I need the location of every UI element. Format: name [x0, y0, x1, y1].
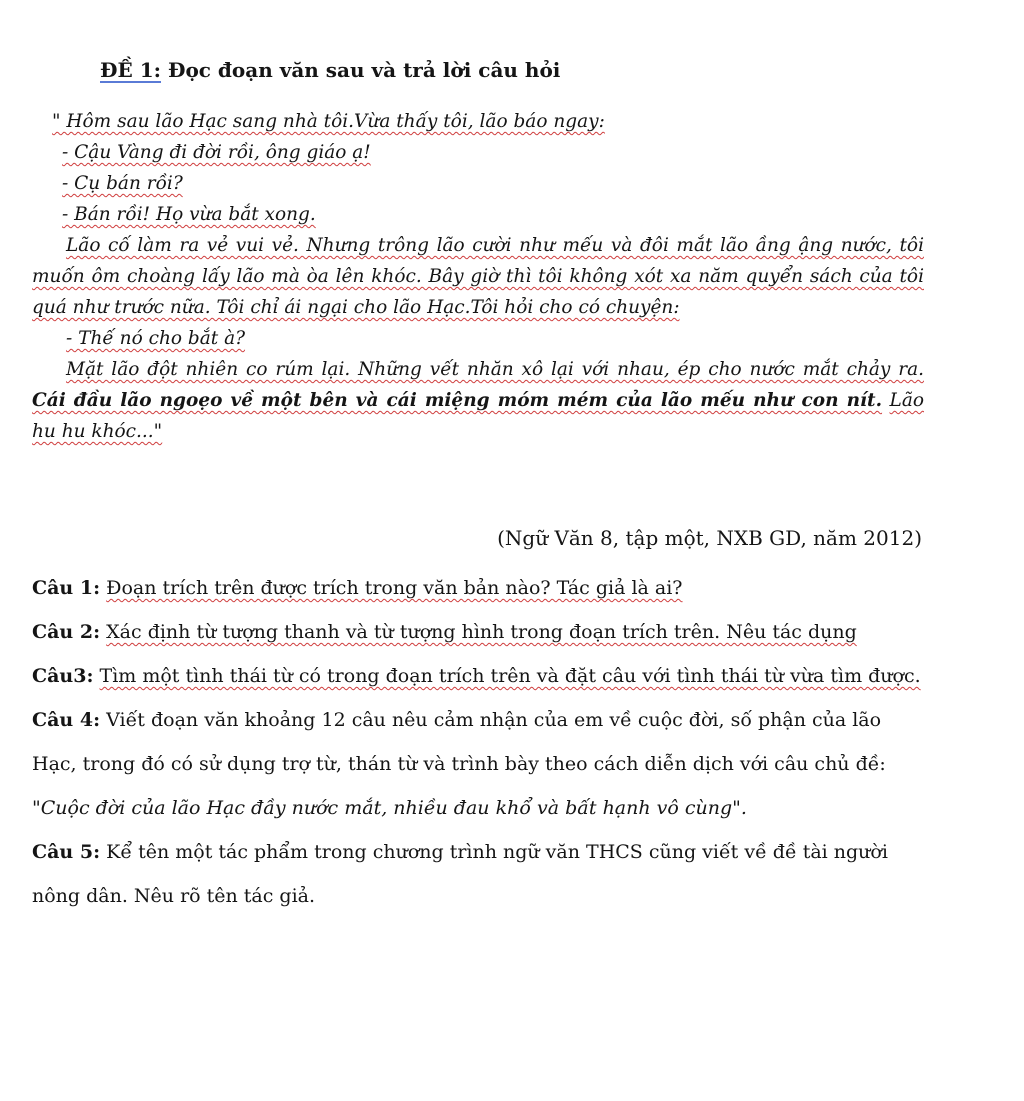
passage-paragraph-2-start: Mặt lão đột nhiên co rúm lại. Những vết nhăn xô lại với nhau, ép cho nước mắt chảy ra.: [66, 359, 924, 380]
question-5-label: Câu 5:: [32, 841, 101, 863]
question-4-label: Câu 4:: [32, 709, 101, 731]
reading-passage: [32, 106, 924, 447]
passage-highlight: Cái đầu lão ngoẹo về một bên và cái miệng móm mém của lão mếu như con nít.: [32, 390, 883, 411]
question-3-label: Câu3:: [32, 665, 94, 687]
passage-line-5: - Thế nó cho bắt à?: [66, 328, 246, 349]
question-1-label: Câu 1:: [32, 577, 101, 599]
question-list: [32, 566, 924, 918]
question-3: [32, 654, 924, 698]
passage-line-3: - Cụ bán rồi?: [62, 173, 183, 194]
question-1: [32, 566, 924, 610]
question-4-text: Viết đoạn văn khoảng 12 câu nêu cảm nhận của em về cuộc đời, số phận của lão Hạc, trong đó có sử dụng trợ từ, thán từ và trình bày theo cách diễn dịch với câu chủ đề:: [32, 709, 886, 775]
exam-instruction: Đọc đoạn văn sau và trả lời câu hỏi: [167, 58, 561, 82]
question-2-label: Câu 2:: [32, 621, 101, 643]
question-2: [32, 610, 924, 654]
question-4-quote: "Cuộc đời của lão Hạc đầy nước mắt, nhiều đau khổ và bất hạnh vô cùng".: [32, 797, 747, 819]
passage-paragraph-2-end: Lão hu hu khóc...": [32, 390, 924, 442]
question-5-text: Kể tên một tác phẩm trong chương trình ngữ văn THCS cũng viết về đề tài người nông dân. Nêu rõ tên tác giả.: [32, 841, 888, 907]
passage-line-4: - Bán rồi! Họ vừa bắt xong.: [62, 204, 316, 225]
passage-paragraph-1: Lão cố làm ra vẻ vui vẻ. Nhưng trông lão cười như mếu và đôi mắt lão ầng ậng nước, tôi muốn ôm choàng lấy lão mà òa lên khóc. Bây giờ thì tôi không xót xa năm quyển sách của tôi quá như trước nữa. Tôi chỉ ái ngại cho lão Hạc.Tôi hỏi cho có chuyện:: [32, 235, 924, 318]
question-3-text: Tìm một tình thái từ có trong đoạn trích trên và đặt câu với tình thái từ vừa tìm được.: [99, 665, 921, 687]
source-citation: (Ngữ Văn 8, tập một, NXB GD, năm 2012): [497, 526, 922, 550]
question-2-text: Xác định từ tượng thanh và từ tượng hình trong đoạn trích trên. Nêu tác dụng: [106, 621, 857, 643]
question-1-text: Đoạn trích trên được trích trong văn bản nào? Tác giả là ai?: [106, 577, 683, 599]
question-5: [32, 830, 924, 918]
passage-line-2: - Cậu Vàng đi đời rồi, ông giáo ạ!: [62, 142, 371, 163]
passage-line-1: " Hôm sau lão Hạc sang nhà tôi.Vừa thấy tôi, lão báo ngay:: [52, 111, 605, 132]
exam-label: ĐỀ 1:: [100, 58, 161, 82]
passage-paragraph-2: [32, 354, 924, 447]
question-4: [32, 698, 924, 830]
exam-title: [100, 56, 620, 84]
